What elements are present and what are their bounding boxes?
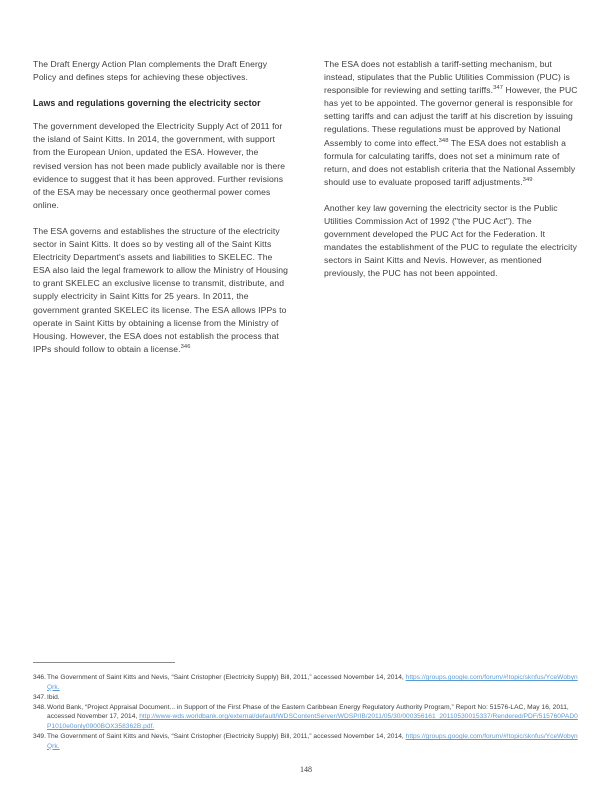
two-column-body <box>33 58 579 356</box>
footnote-348 <box>33 703 579 732</box>
footnote-citation: World Bank, “Project Appraisal Document... in Support of the First Phase of the Eastern Caribbean Energy Regulatory Authority Program,” Report No: 51576-LAC, May 16, 2011, accessed November 17, 2014, <box>47 703 569 721</box>
footnote-349 <box>33 732 579 751</box>
paragraph-tariff-part-3: The ESA does not establish a formula for calculating tariffs, does not set a minimum rate of return, and does not establish criteria that the National Assembly should use to evaluate proposed tariff adjustments. <box>324 137 576 187</box>
footnote-separator-rule <box>33 662 175 663</box>
footnote-text <box>47 673 579 692</box>
footnote-number: 348. <box>33 703 46 711</box>
footnote-link[interactable]: https://groups.google.com/forum/#!topic/sknfus/YceWobynQrk. <box>47 674 578 691</box>
page-number: 148 <box>300 765 312 774</box>
footnote-346 <box>33 673 579 692</box>
footnote-citation: The Government of Saint Kitts and Nevis, “Saint Cristopher (Electricity Supply) Bill, 2011,” accessed November 14, 2014, <box>47 733 406 741</box>
footnote-number: 349. <box>33 733 46 741</box>
footnote-marker-349: 349 <box>522 176 533 183</box>
paragraph-esa-structure-text: The ESA governs and establishes the structure of the electricity sector in Saint Kitts. It does so by vesting all of the Saint Kitts Electricity Department's assets and liabilities to SKELEC. The ESA also laid the legal framework to allow the Ministry of Housing to grant SKELEC an exclusive license to transmit, distribute, and supply electricity in Saint Kitts for 25 years. In 2011, the government granted SKELEC its license. The ESA allows IPPs to operate in Saint Kitts by obtaining a license from the Ministry of Housing. However, the ESA does not establish the process that IPPs should follow to obtain a license. <box>33 225 289 354</box>
paragraph-tariff-setting <box>324 58 579 189</box>
left-column <box>33 58 288 356</box>
footnote-marker-346: 346 <box>180 343 191 350</box>
paragraph-puc-act: Another key law governing the electricity sector is the Public Utilities Commission Act of 1992 ("the PUC Act"). The government developed the PUC Act for the Federation. It mandates the establishment of the PUC to regulate the electricity sectors in Saint Kitts and Nevis. However, as mentioned previously, the PUC has not been appointed. <box>324 202 578 279</box>
footnote-link[interactable]: https://groups.google.com/forum/#!topic/sknfus/YceWobynQrk. <box>47 733 578 750</box>
footnote-347 <box>33 693 579 703</box>
footnote-link[interactable]: http://www-wds.worldbank.org/external/default/WDSContentServer/WDSP/IB/2011/05/30/000356161_20110530015337/Rendered/PDF/515760PAD0P1010e0only0900BOX358362B.pdf. <box>47 713 578 730</box>
footnote-marker-347: 347 <box>493 85 504 92</box>
footnote-text: Ibid. <box>47 693 60 701</box>
right-column <box>324 58 579 356</box>
footnote-text <box>47 703 579 732</box>
paragraph-intro: The Draft Energy Action Plan complements the Draft Energy Policy and defines steps for achieving these objectives. <box>33 59 268 83</box>
section-heading: Laws and regulations governing the electricity sector <box>33 98 261 109</box>
footnote-marker-348: 348 <box>438 137 449 144</box>
paragraph-esa-structure <box>33 225 288 356</box>
footnote-citation: The Government of Saint Kitts and Nevis, “Saint Cristopher (Electricity Supply) Bill, 2011,” accessed November 14, 2014, <box>47 674 406 681</box>
paragraph-tariff-part-2: However, the PUC has yet to be appointed. The governor general is responsible for setting tariffs and can adjust the tariff at his discretion by issuing regulations. These regulations must be approved by National Assembly to come into effect. <box>324 85 578 148</box>
footnote-number: 346. <box>33 674 46 681</box>
paragraph-esa-history: The government developed the Electricity Supply Act of 2011 for the island of Saint Kitts. In 2014, the government, with support from the European Union, updated the ESA. However, the revised version has not been made publicly available nor is there evidence to suggest that it has been approved. Further revisions of the ESA may be necessary once geothermal power comes online. <box>33 121 286 210</box>
paragraph-tariff-part-1: The ESA does not establish a tariff-setting mechanism, but instead, stipulates that the Public Utilities Commission (PUC) is responsible for reviewing and setting tariffs. <box>324 59 570 96</box>
footnote-number: 347. <box>33 693 46 701</box>
footnote-text <box>47 732 579 751</box>
footnotes-section <box>33 673 579 752</box>
